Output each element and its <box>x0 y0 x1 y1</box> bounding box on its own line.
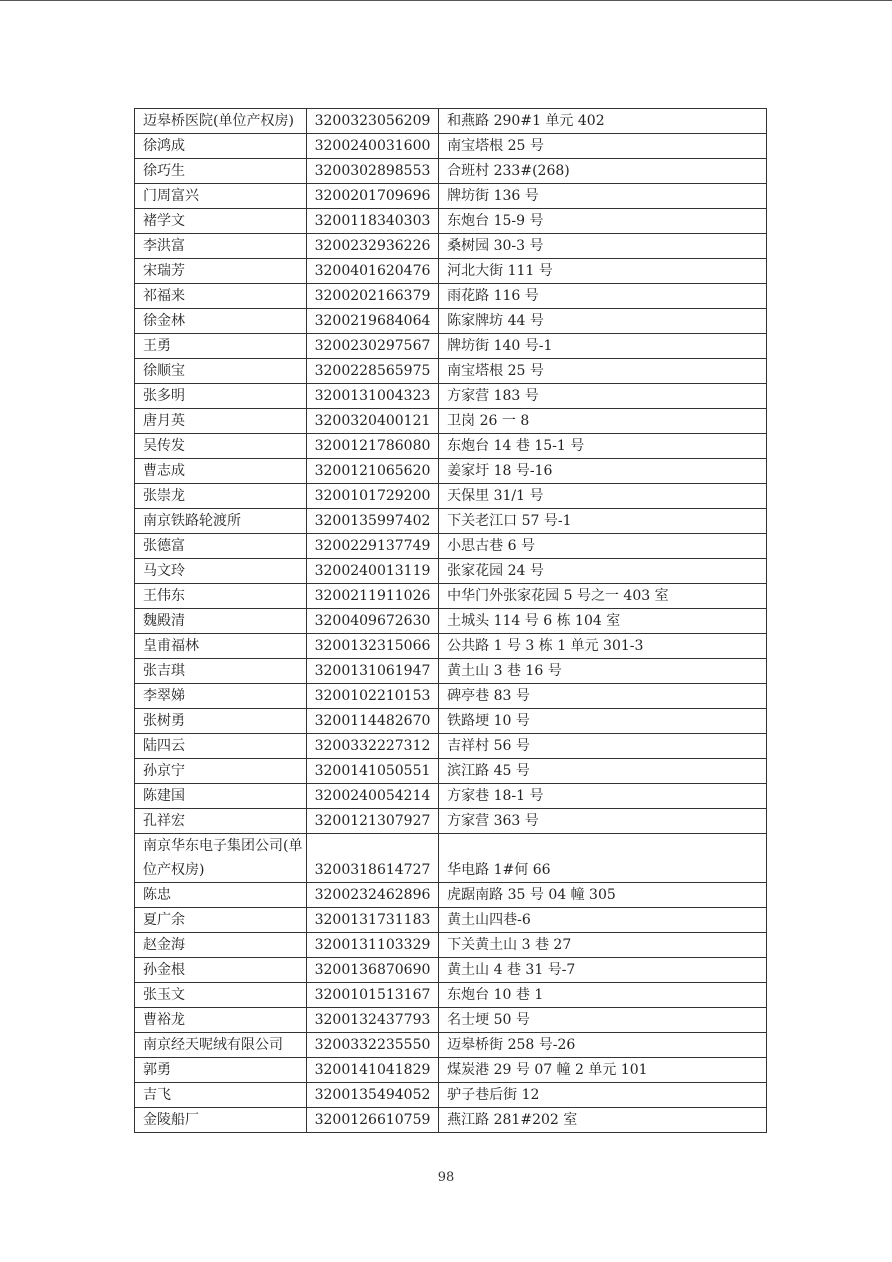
account-number-cell: 3200131103329 <box>306 933 439 958</box>
address-cell: 驴子巷后街 12 <box>439 1083 767 1108</box>
table-row <box>135 809 767 834</box>
table-row <box>135 184 767 209</box>
owner-name-cell: 金陵船厂 <box>135 1108 307 1133</box>
address-cell: 下关黄土山 3 巷 27 <box>439 933 767 958</box>
table-row <box>135 908 767 933</box>
owner-name-cell: 皇甫福林 <box>135 634 307 659</box>
address-cell: 下关老江口 57 号-1 <box>439 509 767 534</box>
account-number-cell: 3200240013119 <box>306 559 439 584</box>
address-cell: 天保里 31/1 号 <box>439 484 767 509</box>
owner-name-cell: 曹裕龙 <box>135 1008 307 1033</box>
address-cell: 公共路 1 号 3 栋 1 单元 301-3 <box>439 634 767 659</box>
address-cell: 雨花路 116 号 <box>439 284 767 309</box>
owner-name-cell: 李翠娣 <box>135 684 307 709</box>
address-cell: 黄土山四巷-6 <box>439 908 767 933</box>
table-row <box>135 1083 767 1108</box>
table-row <box>135 709 767 734</box>
address-cell: 中华门外张家花园 5 号之一 403 室 <box>439 584 767 609</box>
records-table <box>134 108 767 1133</box>
owner-name-cell: 张多明 <box>135 384 307 409</box>
address-cell: 陈家牌坊 44 号 <box>439 309 767 334</box>
account-number-cell: 3200201709696 <box>306 184 439 209</box>
owner-name-cell: 张吉琪 <box>135 659 307 684</box>
owner-name-cell: 夏广余 <box>135 908 307 933</box>
table-row <box>135 209 767 234</box>
owner-name-cell: 南京铁路轮渡所 <box>135 509 307 534</box>
address-cell: 桑树园 30-3 号 <box>439 234 767 259</box>
account-number-cell: 3200302898553 <box>306 159 439 184</box>
table-row <box>135 883 767 908</box>
address-cell: 牌坊街 136 号 <box>439 184 767 209</box>
address-cell: 卫岗 26 一 8 <box>439 409 767 434</box>
address-cell: 东炮台 15-9 号 <box>439 209 767 234</box>
address-cell: 和燕路 290#1 单元 402 <box>439 109 767 134</box>
account-number-cell: 3200121307927 <box>306 809 439 834</box>
owner-name-cell: 陈建国 <box>135 784 307 809</box>
address-cell: 张家花园 24 号 <box>439 559 767 584</box>
owner-name-cell: 张崇龙 <box>135 484 307 509</box>
table-row <box>135 484 767 509</box>
account-number-cell: 3200102210153 <box>306 684 439 709</box>
address-cell: 虎踞南路 35 号 04 幢 305 <box>439 883 767 908</box>
address-cell: 南宝塔根 25 号 <box>439 134 767 159</box>
account-number-cell: 3200131731183 <box>306 908 439 933</box>
table-row <box>135 933 767 958</box>
table-row <box>135 759 767 784</box>
table-row <box>135 234 767 259</box>
account-number-cell: 3200229137749 <box>306 534 439 559</box>
account-number-cell: 3200141050551 <box>306 759 439 784</box>
address-cell: 黄土山 3 巷 16 号 <box>439 659 767 684</box>
table-row <box>135 1108 767 1133</box>
table-row <box>135 309 767 334</box>
owner-name-cell: 徐鸿成 <box>135 134 307 159</box>
account-number-cell: 3200332227312 <box>306 734 439 759</box>
owner-name-cell: 张玉文 <box>135 983 307 1008</box>
table-row <box>135 659 767 684</box>
account-number-cell: 3200131004323 <box>306 384 439 409</box>
owner-name-cell: 南京华东电子集团公司(单位产权房) <box>135 834 307 883</box>
address-cell: 方家营 363 号 <box>439 809 767 834</box>
owner-name-cell: 张德富 <box>135 534 307 559</box>
owner-name-cell: 陆四云 <box>135 734 307 759</box>
owner-name-cell: 吴传发 <box>135 434 307 459</box>
account-number-cell: 3200131061947 <box>306 659 439 684</box>
owner-name-cell: 王勇 <box>135 334 307 359</box>
account-number-cell: 3200135494052 <box>306 1083 439 1108</box>
table-row <box>135 584 767 609</box>
address-cell: 迈皋桥街 258 号-26 <box>439 1033 767 1058</box>
owner-name-cell: 宋瑞芳 <box>135 259 307 284</box>
address-cell: 南宝塔根 25 号 <box>439 359 767 384</box>
top-border-line <box>0 0 892 1</box>
account-number-cell: 3200219684064 <box>306 309 439 334</box>
address-cell: 华电路 1#何 66 <box>439 834 767 883</box>
account-number-cell: 3200228565975 <box>306 359 439 384</box>
account-number-cell: 3200409672630 <box>306 609 439 634</box>
table-row <box>135 1058 767 1083</box>
table-row <box>135 634 767 659</box>
table-row <box>135 459 767 484</box>
owner-name-cell: 孙京宁 <box>135 759 307 784</box>
table-row <box>135 1033 767 1058</box>
table-row <box>135 359 767 384</box>
table-row <box>135 534 767 559</box>
owner-name-cell: 南京经天呢绒有限公司 <box>135 1033 307 1058</box>
address-cell: 黄土山 4 巷 31 号-7 <box>439 958 767 983</box>
address-cell: 名士埂 50 号 <box>439 1008 767 1033</box>
table-row <box>135 109 767 134</box>
table-row <box>135 259 767 284</box>
address-cell: 牌坊街 140 号-1 <box>439 334 767 359</box>
table-row <box>135 434 767 459</box>
address-cell: 东炮台 10 巷 1 <box>439 983 767 1008</box>
account-number-cell: 3200202166379 <box>306 284 439 309</box>
table-row <box>135 734 767 759</box>
owner-name-cell: 曹志成 <box>135 459 307 484</box>
account-number-cell: 3200114482670 <box>306 709 439 734</box>
table-row <box>135 834 767 883</box>
address-cell: 煤炭港 29 号 07 幢 2 单元 101 <box>439 1058 767 1083</box>
account-number-cell: 3200135997402 <box>306 509 439 534</box>
table-row <box>135 509 767 534</box>
table-row <box>135 684 767 709</box>
owner-name-cell: 赵金海 <box>135 933 307 958</box>
owner-name-cell: 吉飞 <box>135 1083 307 1108</box>
owner-name-cell: 唐月英 <box>135 409 307 434</box>
owner-name-cell: 门周富兴 <box>135 184 307 209</box>
address-cell: 滨江路 45 号 <box>439 759 767 784</box>
owner-name-cell: 孔祥宏 <box>135 809 307 834</box>
owner-name-cell: 祁福来 <box>135 284 307 309</box>
account-number-cell: 3200230297567 <box>306 334 439 359</box>
table-row <box>135 1008 767 1033</box>
account-number-cell: 3200240031600 <box>306 134 439 159</box>
address-cell: 铁路埂 10 号 <box>439 709 767 734</box>
account-number-cell: 3200332235550 <box>306 1033 439 1058</box>
address-cell: 合班村 233#(268) <box>439 159 767 184</box>
table-row <box>135 334 767 359</box>
table-row <box>135 159 767 184</box>
account-number-cell: 3200240054214 <box>306 784 439 809</box>
owner-name-cell: 王伟东 <box>135 584 307 609</box>
account-number-cell: 3200211911026 <box>306 584 439 609</box>
table-row <box>135 409 767 434</box>
address-cell: 姜家圩 18 号-16 <box>439 459 767 484</box>
table-row <box>135 609 767 634</box>
account-number-cell: 3200232936226 <box>306 234 439 259</box>
account-number-cell: 3200126610759 <box>306 1108 439 1133</box>
account-number-cell: 3200323056209 <box>306 109 439 134</box>
address-cell: 碑亭巷 83 号 <box>439 684 767 709</box>
owner-name-cell: 徐金林 <box>135 309 307 334</box>
table-row <box>135 784 767 809</box>
account-number-cell: 3200121786080 <box>306 434 439 459</box>
owner-name-cell: 马文玲 <box>135 559 307 584</box>
account-number-cell: 3200118340303 <box>306 209 439 234</box>
address-cell: 方家巷 18-1 号 <box>439 784 767 809</box>
records-table-body <box>135 109 767 1133</box>
owner-name-cell: 徐巧生 <box>135 159 307 184</box>
table-row <box>135 958 767 983</box>
page-number: 98 <box>437 1170 455 1185</box>
account-number-cell: 3200101729200 <box>306 484 439 509</box>
table-row <box>135 284 767 309</box>
account-number-cell: 3200132315066 <box>306 634 439 659</box>
table-row <box>135 384 767 409</box>
table-row <box>135 559 767 584</box>
address-cell: 燕江路 281#202 室 <box>439 1108 767 1133</box>
account-number-cell: 3200121065620 <box>306 459 439 484</box>
address-cell: 河北大街 111 号 <box>439 259 767 284</box>
address-cell: 土城头 114 号 6 栋 104 室 <box>439 609 767 634</box>
address-cell: 方家营 183 号 <box>439 384 767 409</box>
address-cell: 东炮台 14 巷 15-1 号 <box>439 434 767 459</box>
account-number-cell: 3200401620476 <box>306 259 439 284</box>
owner-name-cell: 魏殿清 <box>135 609 307 634</box>
owner-name-cell: 徐顺宝 <box>135 359 307 384</box>
owner-name-cell: 张树勇 <box>135 709 307 734</box>
account-number-cell: 3200232462896 <box>306 883 439 908</box>
address-cell: 小思古巷 6 号 <box>439 534 767 559</box>
table-row <box>135 983 767 1008</box>
owner-name-cell: 陈忠 <box>135 883 307 908</box>
table-row <box>135 134 767 159</box>
account-number-cell: 3200141041829 <box>306 1058 439 1083</box>
account-number-cell: 3200136870690 <box>306 958 439 983</box>
owner-name-cell: 褚学文 <box>135 209 307 234</box>
owner-name-cell: 孙金根 <box>135 958 307 983</box>
owner-name-cell: 郭勇 <box>135 1058 307 1083</box>
account-number-cell: 3200318614727 <box>306 834 439 883</box>
account-number-cell: 3200320400121 <box>306 409 439 434</box>
account-number-cell: 3200101513167 <box>306 983 439 1008</box>
owner-name-cell: 迈皋桥医院(单位产权房) <box>135 109 307 134</box>
owner-name-cell: 李洪富 <box>135 234 307 259</box>
address-cell: 吉祥村 56 号 <box>439 734 767 759</box>
account-number-cell: 3200132437793 <box>306 1008 439 1033</box>
